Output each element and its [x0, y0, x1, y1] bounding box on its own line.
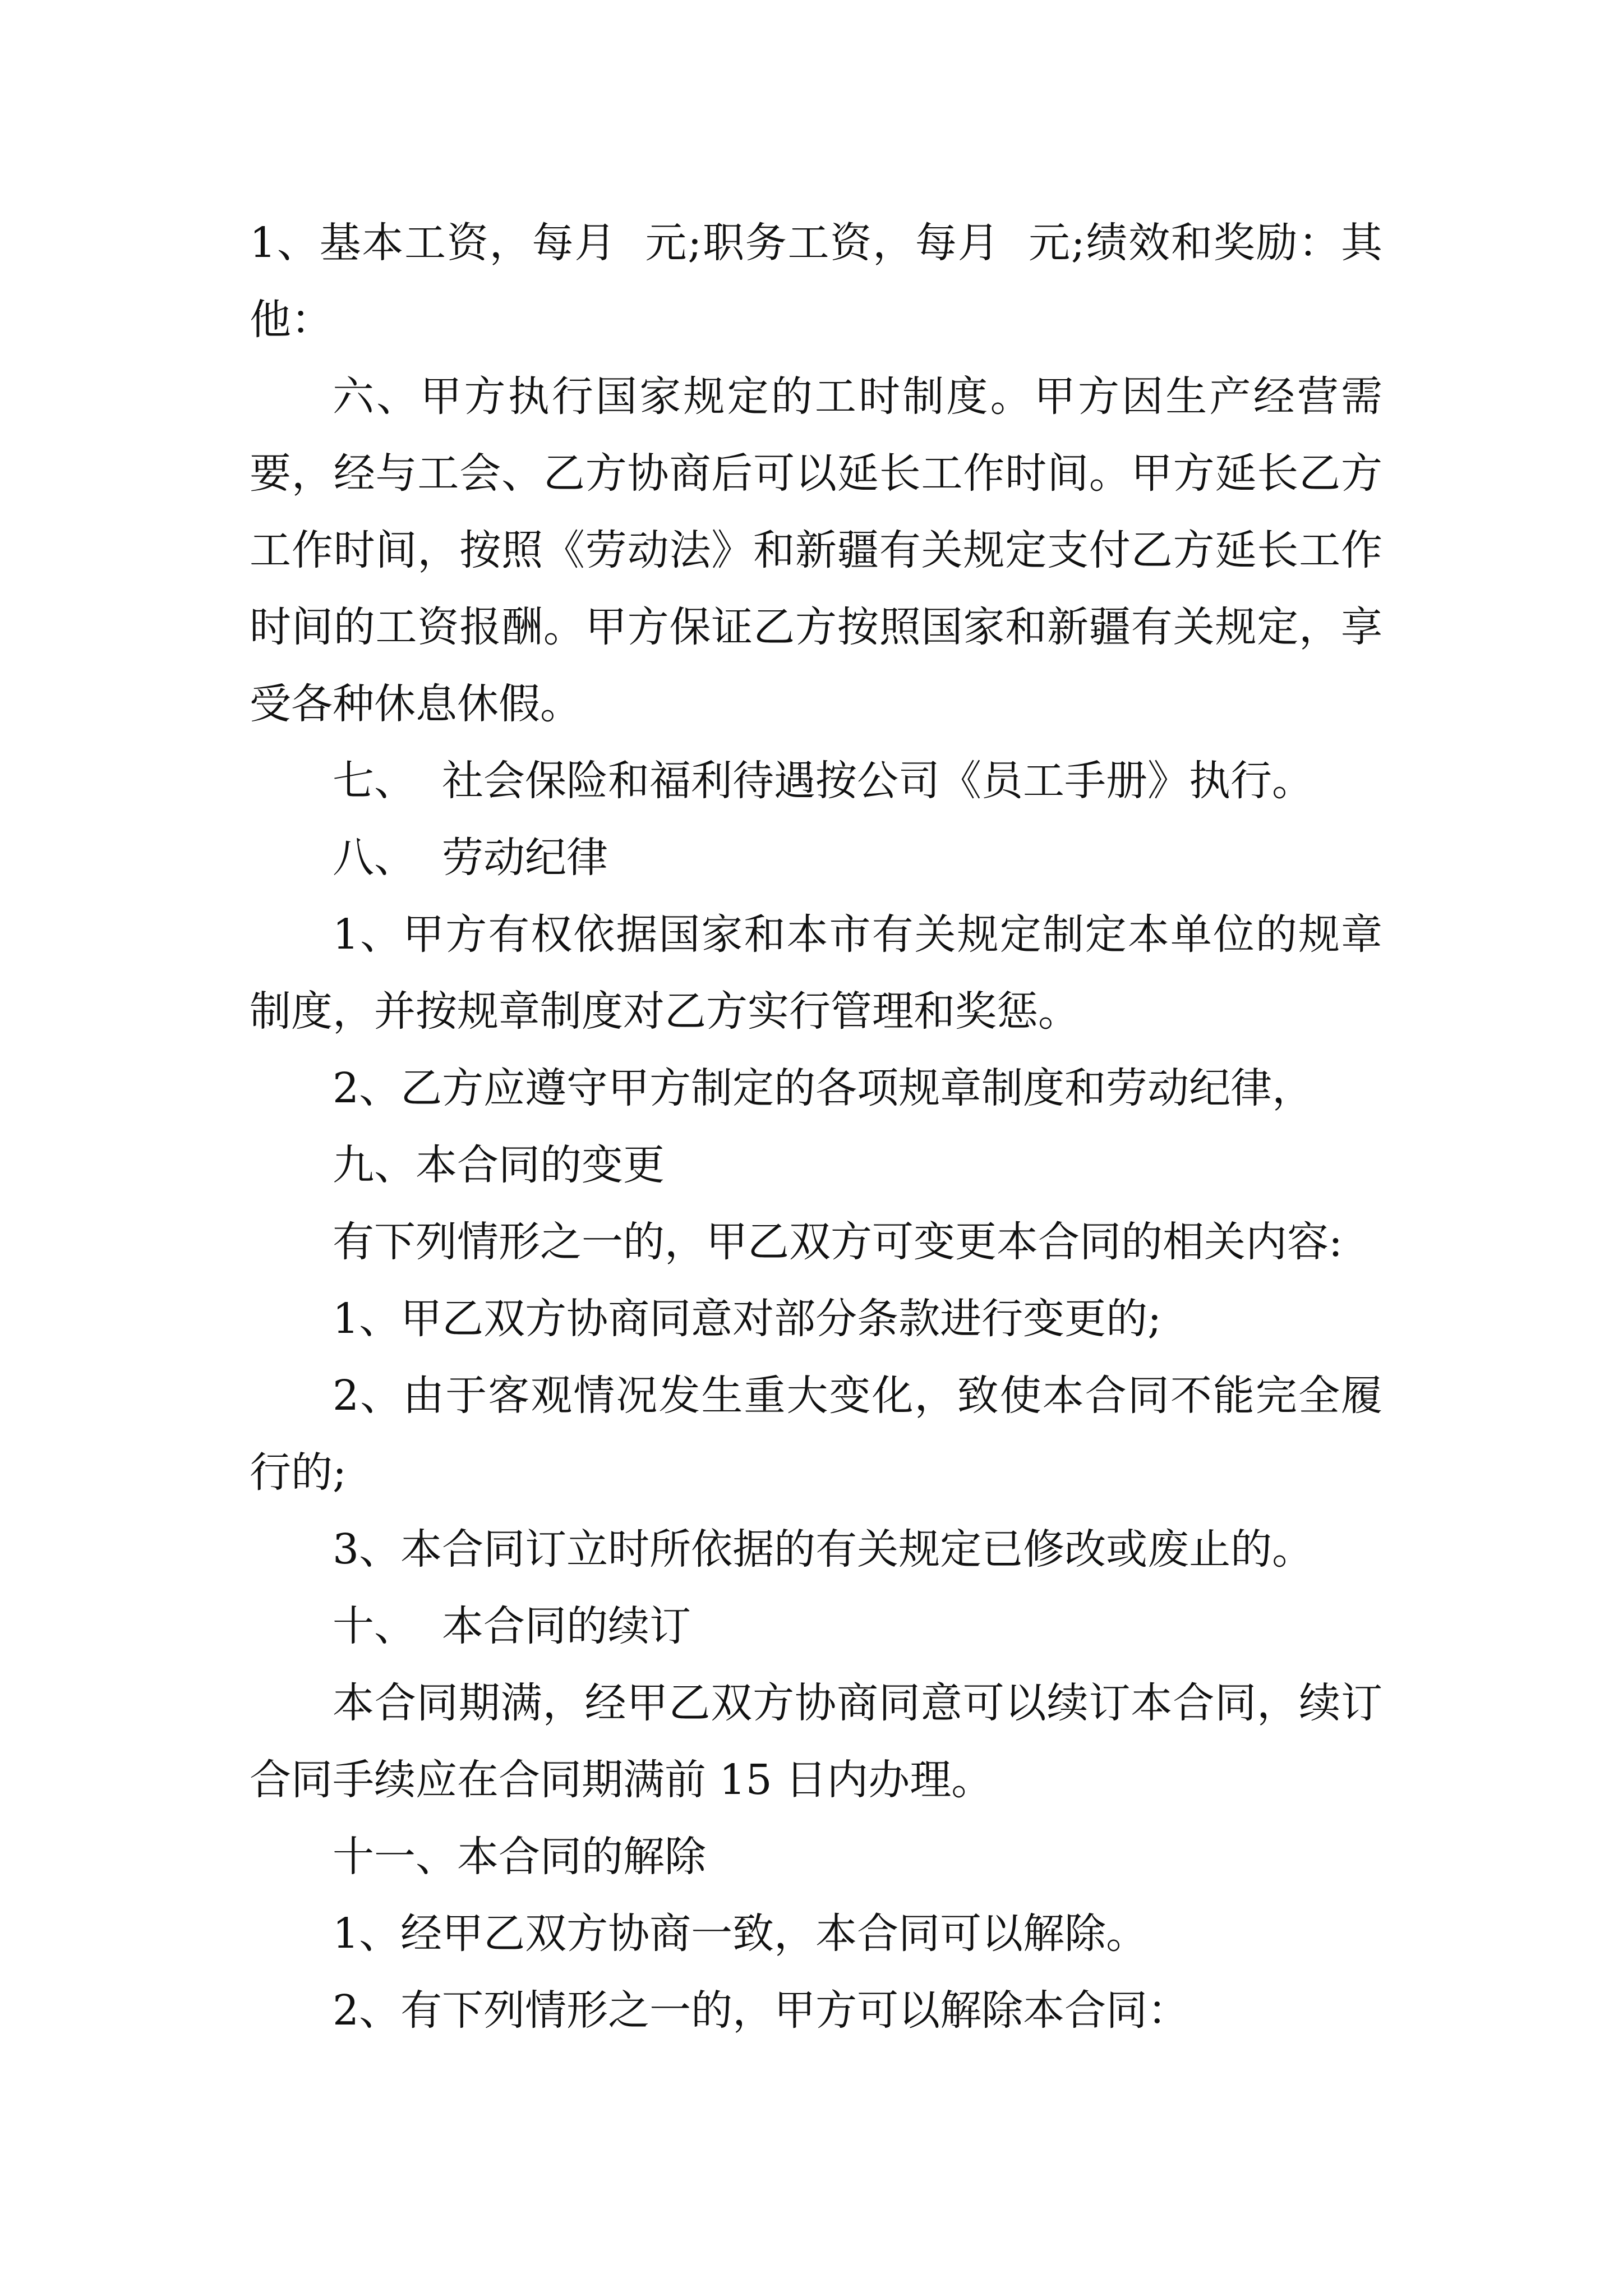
paragraph-working-hours: 六、甲方执行国家规定的工时制度。甲方因生产经营需要，经与工会、乙方协商后可以延长工作时间。甲方延长乙方工作时间，按照《劳动法》和新疆有关规定支付乙方延长工作时间的工资报酬。甲方保证乙方按照国家和新疆有关规定，享受各种休息休假。: [250, 372, 1382, 728]
heading-contract-change: 九、本合同的变更: [333, 1141, 665, 1189]
document-body: [250, 205, 1382, 2049]
paragraph-change-3: 3、本合同订立时所依据的有关规定已修改或废止的。: [333, 1525, 1314, 1573]
paragraph-salary: 1、基本工资，每月 元;职务工资，每月 元;绩效和奖励：其他：: [250, 219, 1382, 344]
heading-labor-discipline: 八、 劳动纪律: [333, 834, 608, 882]
paragraph-discipline-1: 1、甲方有权依据国家和本市有关规定制定本单位的规章制度，并按规章制度对乙方实行管理和奖惩。: [250, 910, 1382, 1036]
heading-contract-renewal: 十、 本合同的续订: [333, 1602, 691, 1650]
paragraph-termination-1: 1、经甲乙双方协商一致，本合同可以解除。: [333, 1910, 1148, 1958]
paragraph-change-intro: 有下列情形之一的，甲乙双方可变更本合同的相关内容:: [333, 1218, 1343, 1266]
paragraph-change-1: 1、甲乙双方协商同意对部分条款进行变更的;: [333, 1295, 1162, 1343]
paragraph-termination-2: 2、有下列情形之一的，甲方可以解除本合同：: [333, 1986, 1189, 2035]
paragraph-change-2: 2、由于客观情况发生重大变化，致使本合同不能完全履行的;: [250, 1372, 1382, 1497]
paragraph-social-insurance: 七、 社会保险和福利待遇按公司《员工手册》执行。: [333, 757, 1314, 805]
paragraph-renewal: 本合同期满，经甲乙双方协商同意可以续订本合同，续订合同手续应在合同期满前 15 日内办理。: [250, 1679, 1382, 1804]
heading-contract-termination: 十一、本合同的解除: [333, 1833, 706, 1881]
paragraph-discipline-2: 2、乙方应遵守甲方制定的各项规章制度和劳动纪律，: [333, 1064, 1314, 1112]
